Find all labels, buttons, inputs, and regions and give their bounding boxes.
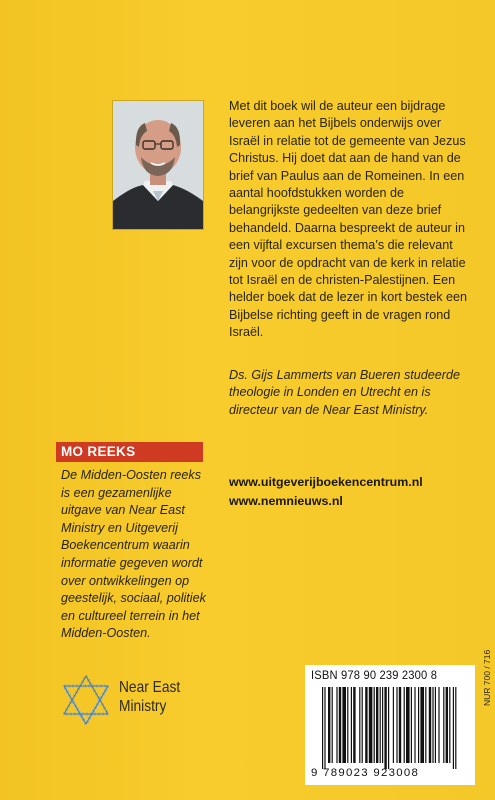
series-description: De Midden-Oosten reeks is een gezamenlijke uitgave van Near East Ministry en Uitgeverij Boekencentrum waarin informatie gegeven wordt over ontwikkelingen op geestelijk, sociaal, politiek en cultureel terrein in het Midden-Oosten. [61, 468, 206, 641]
star-of-david-icon [58, 672, 114, 728]
book-description: Met dit boek wil de auteur een bijdrage leveren aan het Bijbels onderwijs over Israël in relatie tot de gemeente van Jezus Christus. Hij doet dat aan de hand van de brief van Paulus aan de Romeinen. In een aantal hoofdstukken worden de belangrijkste gedeelten van deze brief behandeld. Daarna bespreekt de auteur in een vijftal excursen thema’s die relevant zijn voor de opdracht van de kerk in relatie tot Israël en de christen-Palestijnen. Een helder boek dat de lezer in kort bestek een Bijbelse richting geeft in de vragen rond Israël. [229, 99, 468, 340]
barcode-digits: 9 789023 923008 [311, 767, 420, 779]
isbn-text: ISBN 978 90 239 2300 8 [311, 668, 438, 682]
website-link[interactable]: www.uitgeverijboekencentrum.nl [229, 475, 423, 489]
website-link[interactable]: www.nemnieuws.nl [229, 494, 343, 508]
website-list [229, 473, 479, 511]
logo-line-2: Ministry [119, 698, 167, 715]
logo-line-1: Near East [119, 679, 181, 696]
author-bio: Ds. Gijs Lammerts van Bueren studeerde theologie in Londen en Utrecht en is directeur van de Near East Ministry. [229, 368, 460, 417]
author-photo [112, 100, 204, 230]
series-title: MO REEKS [61, 444, 136, 459]
barcode [322, 687, 466, 769]
nur-code: NUR 700 / 716 [482, 649, 492, 706]
near-east-ministry-logo [58, 672, 198, 728]
